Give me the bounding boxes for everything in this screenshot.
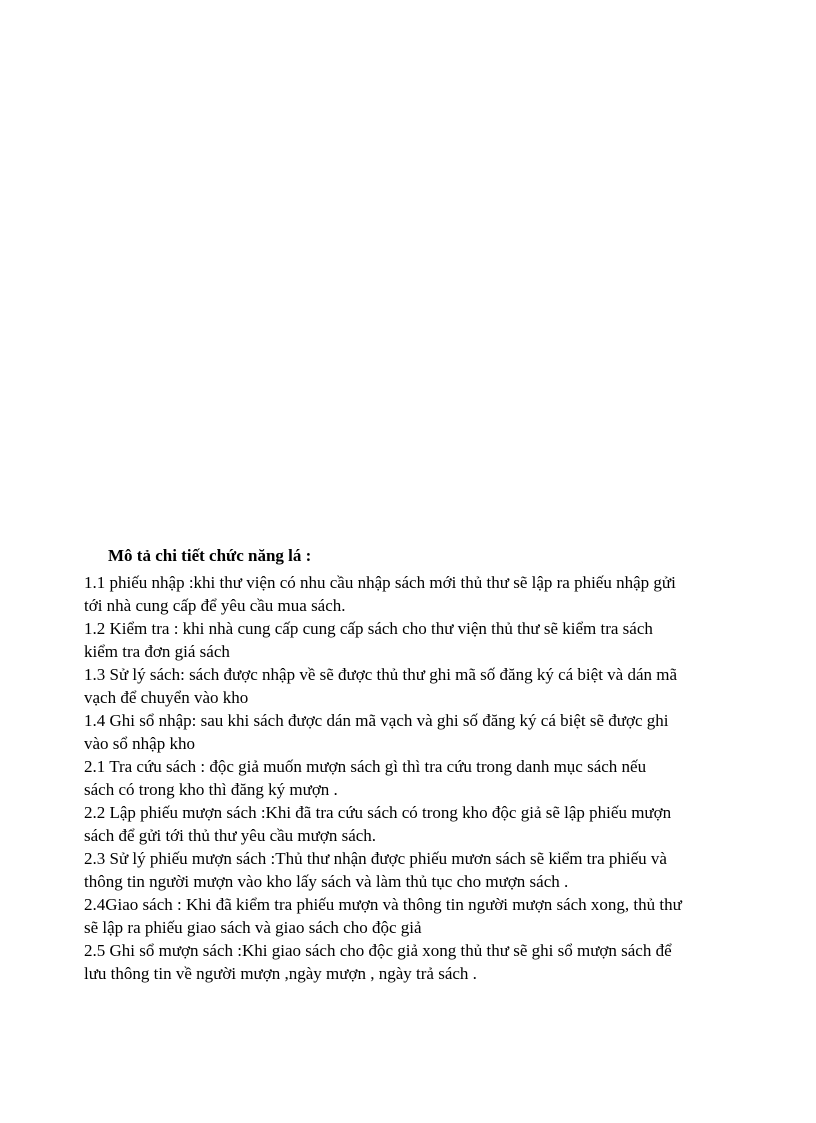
paragraph-line: 1.4 Ghi sổ nhập: sau khi sách được dán mã vạch và ghi số đăng ký cá biệt sẽ được ghi <box>84 711 669 730</box>
paragraph-line: 2.3 Sử lý phiếu mượn sách :Thủ thư nhận được phiếu mươn sách sẽ kiểm tra phiếu và <box>84 849 667 868</box>
paragraph-line: 1.1 phiếu nhập :khi thư viện có nhu cầu nhập sách mới thủ thư sẽ lập ra phiếu nhập gửi <box>84 573 676 592</box>
paragraph-line: lưu thông tin về người mượn ,ngày mượn , ngày trả sách . <box>84 964 477 983</box>
document-body <box>84 544 754 985</box>
list-item-2-5 <box>84 939 754 985</box>
list-item-1-2 <box>84 617 754 663</box>
list-item-2-4 <box>84 893 754 939</box>
paragraph-line: 2.5 Ghi sổ mượn sách :Khi giao sách cho độc giả xong thủ thư sẽ ghi sổ mượn sách để <box>84 941 672 960</box>
paragraph-line: 1.3 Sử lý sách: sách được nhập về sẽ được thủ thư ghi mã số đăng ký cá biệt và dán mã <box>84 665 678 684</box>
paragraph-line: 1.2 Kiểm tra : khi nhà cung cấp cung cấp sách cho thư viện thủ thư sẽ kiểm tra sách <box>84 619 653 638</box>
list-item-2-3 <box>84 847 754 893</box>
paragraph-line: 2.1 Tra cứu sách : độc giả muốn mượn sách gì thì tra cứu trong danh mục sách nếu <box>84 757 647 776</box>
paragraph-line: 2.2 Lập phiếu mượn sách :Khi đã tra cứu sách có trong kho độc giả sẽ lập phiếu mượn <box>84 803 672 822</box>
paragraph-line: sách có trong kho thì đăng ký mượn . <box>84 780 338 799</box>
paragraph-line: thông tin người mượn vào kho lấy sách và làm thủ tục cho mượn sách . <box>84 872 569 891</box>
section-heading: Mô tả chi tiết chức năng lá : <box>108 546 312 565</box>
list-item-1-4 <box>84 709 754 755</box>
list-item-1-3 <box>84 663 754 709</box>
list-item-2-1 <box>84 755 754 801</box>
paragraph-line: vào sổ nhập kho <box>84 734 195 753</box>
paragraph-line: sách để gửi tới thủ thư yêu cầu mượn sách. <box>84 826 377 845</box>
paragraph-line: tới nhà cung cấp để yêu cầu mua sách. <box>84 596 346 615</box>
paragraph-line: vạch để chuyển vào kho <box>84 688 249 707</box>
paragraph-line: sẽ lập ra phiếu giao sách và giao sách cho độc giả <box>84 918 422 937</box>
list-item-2-2 <box>84 801 754 847</box>
paragraph-line: kiểm tra đơn giá sách <box>84 642 230 661</box>
paragraph-line: 2.4Giao sách : Khi đã kiểm tra phiếu mượn và thông tin người mượn sách xong, thủ thư <box>84 895 682 914</box>
list-item-1-1 <box>84 571 754 617</box>
